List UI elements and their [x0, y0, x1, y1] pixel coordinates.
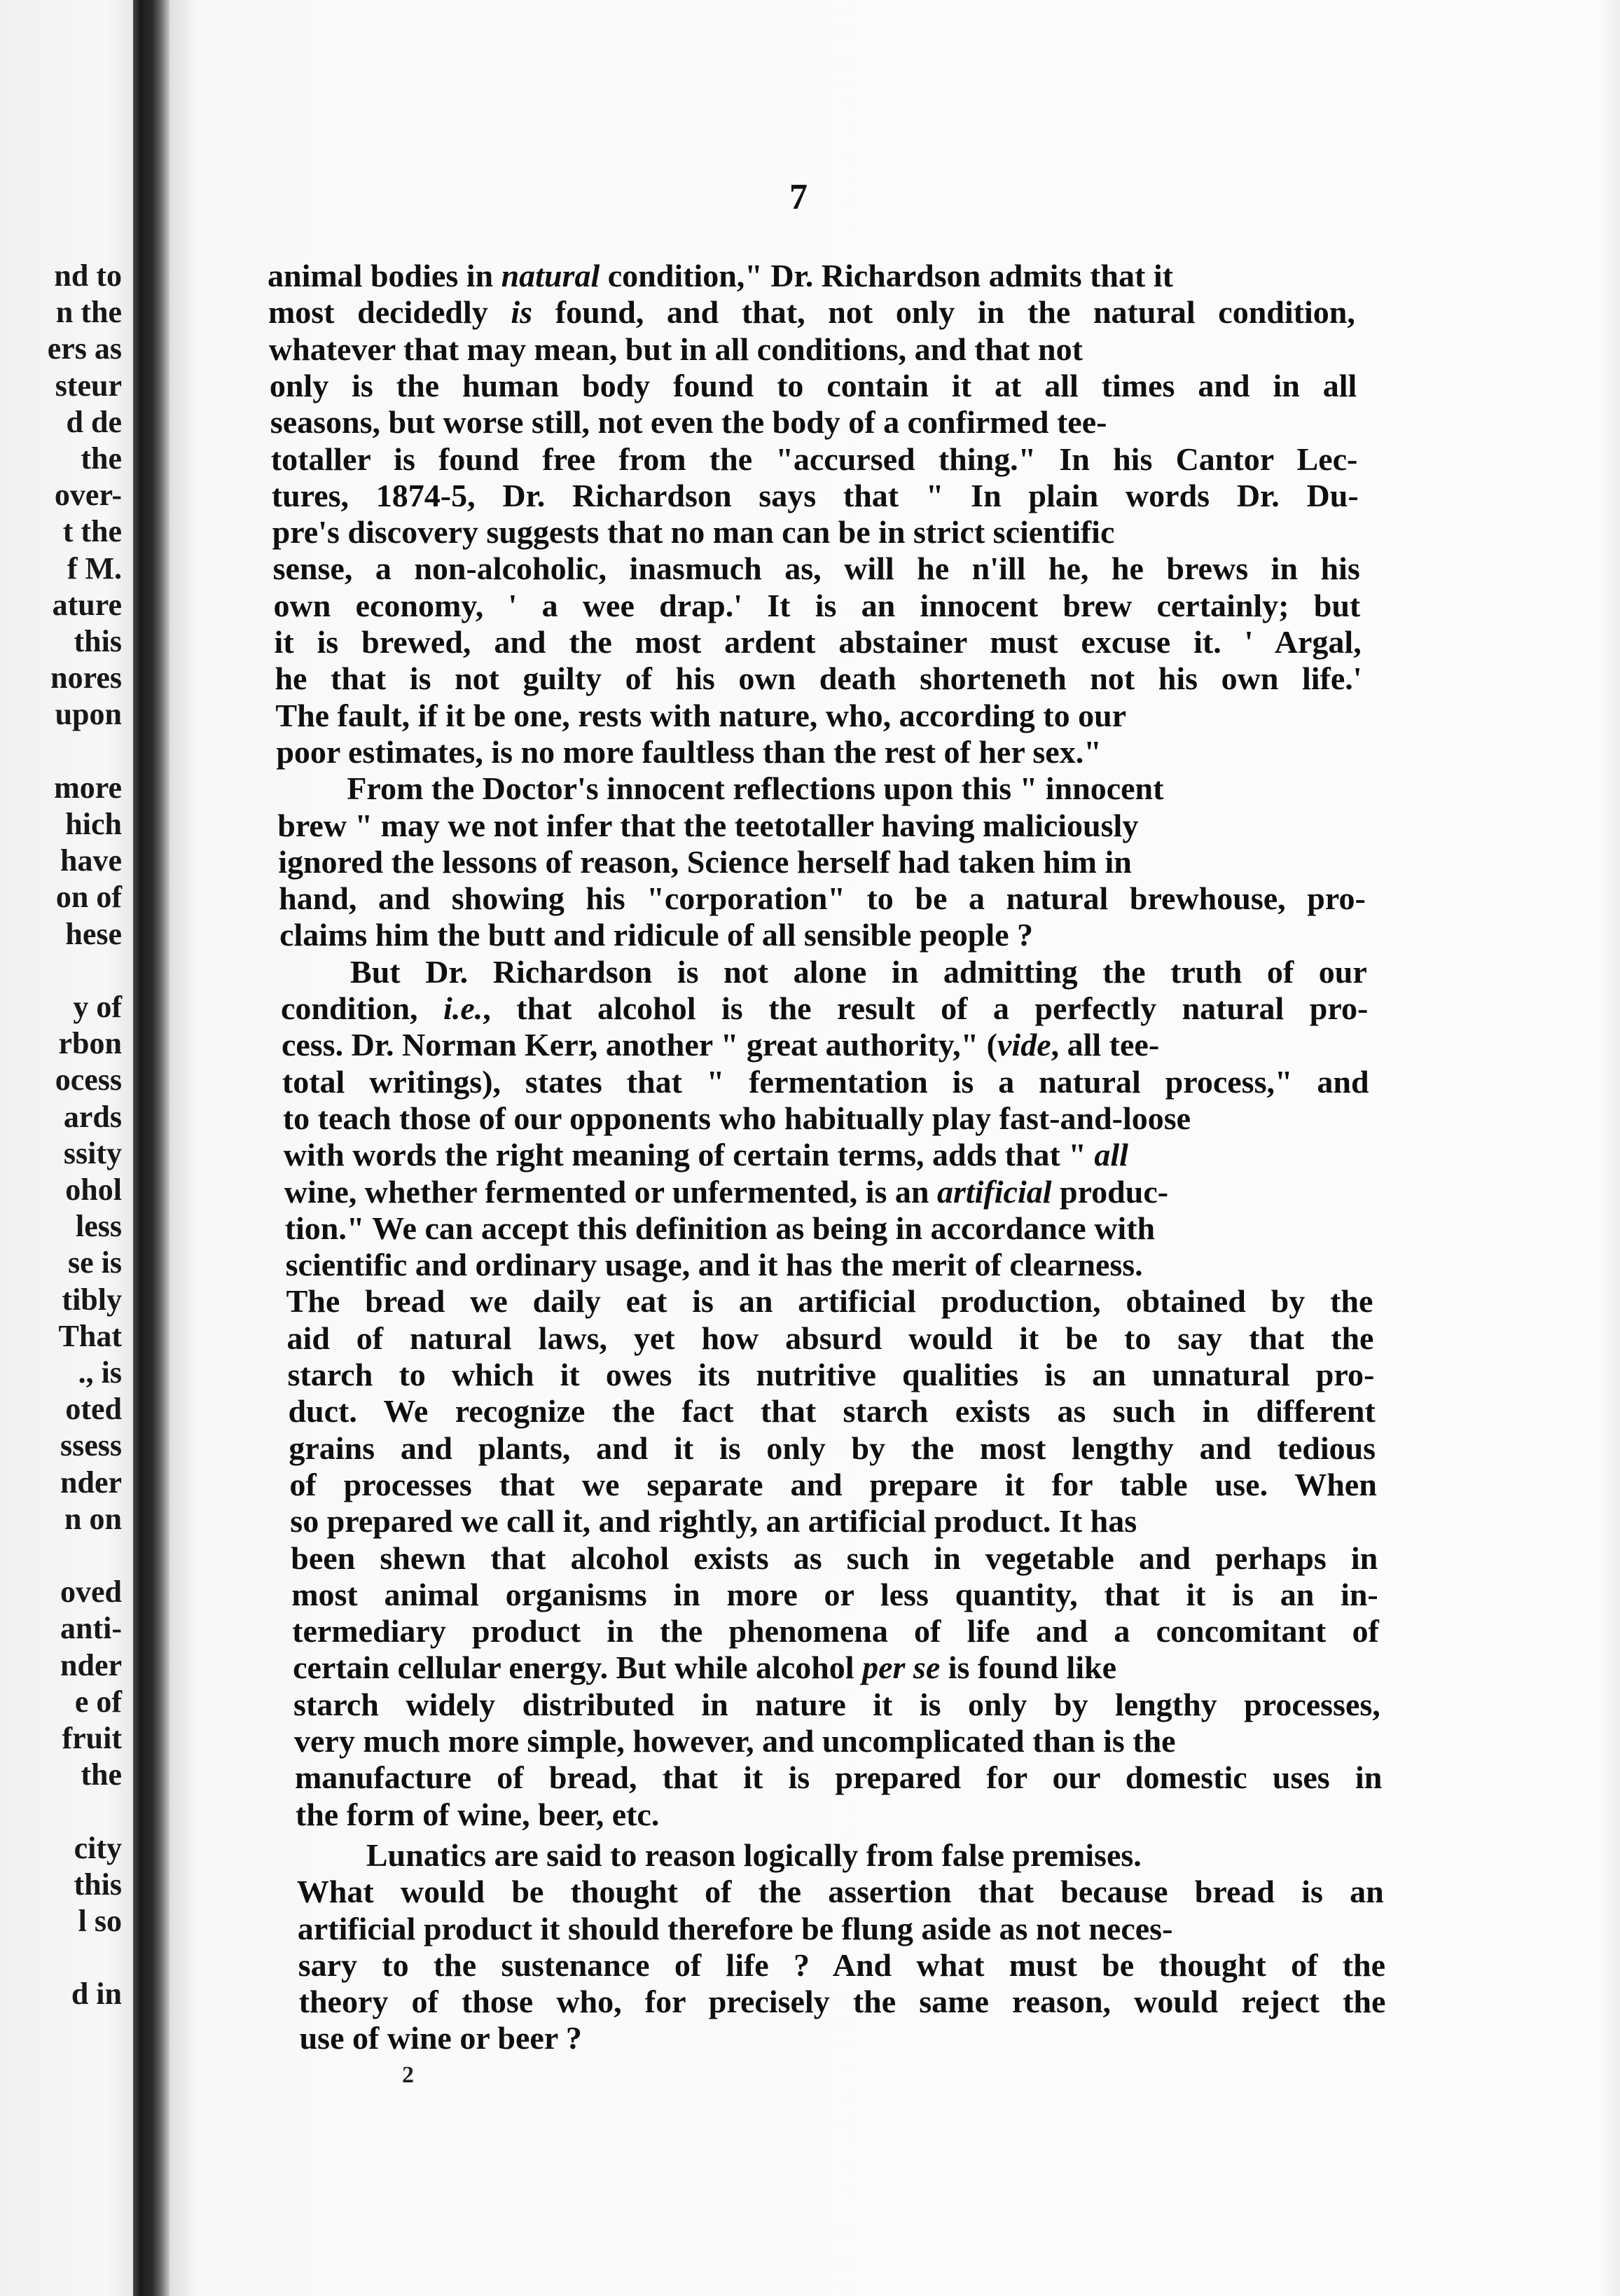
text-run: found, and that, not only in the natural condition,: [532, 294, 1355, 331]
text-run: starch widely distributed in nature it is only by lengthy processes,: [293, 1686, 1380, 1722]
text-line: [300, 2020, 582, 2056]
text-line: [269, 331, 1083, 368]
previous-page-line: d in: [71, 1977, 122, 2012]
text-line: [290, 1503, 1137, 1540]
gutter-shadow: [169, 0, 198, 2296]
text-run: so prepared we call it, and rightly, an artificial product. It has: [290, 1503, 1137, 1540]
text-line: [289, 1467, 1376, 1503]
text-line: [279, 880, 1366, 917]
text-run: What would be thought of the assertion that because bread is an: [296, 1874, 1384, 1910]
previous-page-line: over-: [54, 478, 122, 513]
italic-text-run: natural: [501, 258, 600, 293]
previous-page-line: on of: [55, 880, 122, 915]
previous-page-line: ohol: [65, 1173, 122, 1207]
text-line: [283, 1100, 1191, 1137]
previous-page-line: tibly: [62, 1282, 122, 1317]
text-run: , that alcohol is the result of a perfectly natural pro-: [483, 990, 1369, 1026]
text-run: condition," Dr. Richardson admits that it: [600, 258, 1173, 293]
previous-page-line: ers as: [47, 331, 122, 366]
previous-page-line: ocess: [55, 1063, 122, 1098]
text-run: But Dr. Richardson is not alone in admitting the truth of our: [350, 953, 1367, 990]
previous-page-line: t the: [62, 514, 122, 549]
text-run: of processes that we separate and prepare it for table use. When: [289, 1466, 1377, 1502]
text-line: [275, 661, 1362, 697]
text-run: poor estimates, is no more faultless than the rest of her sex.": [276, 733, 1102, 770]
previous-page-line: d de: [66, 404, 122, 439]
previous-page-line: the: [81, 1757, 122, 1792]
text-line: [273, 551, 1360, 587]
previous-page-line: e of: [74, 1684, 122, 1719]
text-run: condition,: [281, 990, 444, 1026]
text-line: [284, 1137, 1128, 1173]
text-run: scientific and ordinary usage, and it has the merit of clearness.: [285, 1247, 1143, 1283]
previous-page-line: nores: [50, 661, 122, 696]
italic-text-run: is: [511, 294, 533, 331]
text-run: very much more simple, however, and uncomplicated than is the: [294, 1723, 1176, 1759]
text-line: [291, 1577, 1378, 1613]
previous-page-line: n on: [64, 1501, 122, 1536]
text-run: total writings), states that " fermentation is a natural process," and: [282, 1063, 1369, 1100]
text-run: with words the right meaning of certain terms, adds that ": [283, 1137, 1095, 1173]
previous-page-strip: [0, 0, 133, 2296]
text-run: it is brewed, and the most ardent abstainer must excuse it. ' Argal,: [274, 624, 1362, 660]
text-run: duct. We recognize the fact that starch exists as such in different: [288, 1393, 1376, 1430]
previous-page-line: more: [54, 770, 122, 805]
text-line: [295, 1759, 1382, 1796]
text-line: [293, 1687, 1380, 1723]
text-run: starch to which it owes its nutritive qualities is an unnatural pro-: [287, 1357, 1375, 1392]
text-run: seasons, but worse still, not even the body of a confirmed tee-: [270, 404, 1107, 441]
text-line: [271, 441, 1358, 478]
text-line: [275, 624, 1362, 661]
text-line: [282, 1027, 1159, 1063]
previous-page-line: ssess: [60, 1428, 122, 1463]
text-line: [285, 1210, 1155, 1247]
text-run: grains and plants, and it is only by the most lengthy and tedious: [289, 1430, 1376, 1466]
previous-page-line: anti-: [60, 1611, 122, 1646]
previous-page-line: ., is: [78, 1355, 122, 1390]
text-run: manufacture of bread, that it is prepared for our domestic uses in: [294, 1759, 1383, 1796]
previous-page-line: y of: [73, 990, 122, 1024]
page-number: 7: [789, 177, 808, 217]
text-line: [366, 1837, 1142, 1874]
text-line: [268, 258, 1173, 294]
previous-page-line: ature: [52, 587, 122, 622]
text-run: totaller is found free from the "accursed thing." In his Cantor Lec-: [270, 441, 1358, 477]
text-line: [296, 1797, 659, 1833]
text-line: [289, 1430, 1376, 1467]
text-line: [287, 1320, 1374, 1357]
previous-page-line: upon: [55, 697, 122, 732]
previous-page-line: n the: [55, 295, 122, 330]
text-line: [270, 404, 1107, 441]
previous-page-line: nder: [60, 1465, 122, 1500]
previous-page-line: hese: [65, 916, 122, 951]
text-run: cess. Dr. Norman Kerr, another " great authority," (: [281, 1027, 997, 1063]
text-run: hand, and showing his "corporation" to be a natural brewhouse, pro-: [279, 880, 1366, 917]
text-line: [282, 1064, 1369, 1100]
text-run: is found like: [940, 1650, 1117, 1686]
text-line: [298, 1911, 1173, 1947]
previous-page-line: this: [74, 1867, 122, 1902]
text-line: [291, 1540, 1378, 1577]
italic-text-run: vide: [997, 1027, 1051, 1063]
text-run: pre's discovery suggests that no man can be in strict scientific: [272, 514, 1115, 551]
previous-page-line: this: [74, 624, 122, 658]
text-line: [297, 1874, 1384, 1910]
previous-page-line: have: [60, 843, 122, 878]
previous-page-line: oted: [65, 1392, 122, 1427]
text-line: [278, 844, 1132, 880]
text-run: most decidedly: [268, 294, 511, 331]
text-line: [288, 1393, 1375, 1430]
text-line: [299, 1984, 1386, 2020]
italic-text-run: artificial: [936, 1173, 1052, 1210]
previous-page-line: nd to: [54, 258, 122, 293]
previous-page-line: se is: [68, 1245, 122, 1280]
previous-page-line: fruit: [62, 1721, 122, 1755]
text-run: artificial product it should therefore be flung aside as not neces-: [297, 1910, 1173, 1946]
text-line: [292, 1613, 1379, 1650]
italic-text-run: i.e.: [443, 990, 483, 1026]
italic-text-run: all: [1094, 1137, 1128, 1173]
text-line: [279, 917, 1033, 953]
page-right-edge: [1599, 0, 1620, 2296]
text-run: sense, a non-alcoholic, inasmuch as, will he n'ill he, he brews in his: [272, 551, 1360, 587]
text-run: the form of wine, beer, etc.: [295, 1796, 660, 1832]
previous-page-line: hich: [65, 807, 122, 841]
text-run: ignored the lessons of reason, Science herself had taken him in: [278, 843, 1132, 880]
previous-page-line: ssity: [63, 1135, 122, 1170]
text-line: [281, 990, 1368, 1027]
text-run: theory of those who, for precisely the same reason, would reject the: [298, 1984, 1386, 2020]
text-run: , all tee-: [1051, 1027, 1160, 1063]
text-line: [286, 1283, 1373, 1320]
book-binding-gutter: [133, 0, 169, 2296]
previous-page-line: f M.: [67, 551, 122, 586]
text-run: to teach those of our opponents who habitually play fast-and-loose: [282, 1100, 1191, 1136]
previous-page-line: rbon: [58, 1026, 122, 1061]
text-run: whatever that may mean, but in all conditions, and that not: [268, 331, 1083, 367]
previous-page-line: city: [74, 1830, 122, 1865]
text-run: own economy, ' a wee drap.' It is an innocent brew certainly; but: [273, 587, 1361, 623]
text-line: [298, 1947, 1385, 1984]
text-run: Lunatics are said to reason logically from false premises.: [366, 1837, 1142, 1873]
text-line: [294, 1723, 1176, 1759]
text-line: [276, 734, 1101, 770]
text-line: [270, 368, 1357, 404]
text-line: [286, 1247, 1143, 1283]
previous-page-line: steur: [55, 368, 122, 403]
text-run: claims him the butt and ridicule of all sensible people ?: [279, 917, 1034, 953]
previous-page-line: nder: [60, 1647, 122, 1682]
text-line: [277, 808, 1138, 844]
text-run: The bread we daily eat is an artificial production, obtained by the: [286, 1283, 1373, 1320]
text-line: [272, 478, 1359, 514]
previous-page-line: oved: [60, 1575, 122, 1610]
signature-mark: 2: [402, 2062, 414, 2088]
text-line: [293, 1650, 1116, 1686]
text-line: [284, 1174, 1168, 1210]
text-run: produc-: [1051, 1173, 1169, 1210]
previous-page-line: ards: [63, 1099, 122, 1134]
text-line: [274, 588, 1361, 624]
text-line: [350, 954, 1367, 990]
text-run: brew " may we not infer that the teetotaller having maliciously: [277, 807, 1139, 843]
previous-page-line: the: [81, 441, 122, 476]
text-run: use of wine or beer ?: [299, 2020, 582, 2056]
text-line: [288, 1357, 1375, 1393]
text-line: [275, 698, 1126, 734]
previous-page-line: less: [76, 1209, 122, 1244]
text-run: aid of natural laws, yet how absurd would it be to say that the: [286, 1320, 1374, 1356]
text-run: only is the human body found to contain it at all times and in all: [269, 367, 1357, 403]
text-run: sary to the sustenance of life ? And what must be thought of the: [298, 1946, 1385, 1983]
text-run: most animal organisms in more or less quantity, that it is an in-: [291, 1576, 1378, 1612]
text-line: [272, 514, 1115, 551]
text-run: certain cellular energy. But while alcohol: [293, 1650, 863, 1686]
text-line: [268, 294, 1355, 331]
text-run: tures, 1874-5, Dr. Richardson says that " In plain words Dr. Du-: [271, 477, 1359, 513]
text-run: wine, whether fermented or unfermented, is an: [284, 1173, 937, 1210]
text-run: tion." We can accept this definition as being in accordance with: [284, 1210, 1156, 1246]
text-line: [347, 770, 1163, 807]
text-run: termediary product in the phenomena of life and a concomitant of: [292, 1613, 1379, 1650]
previous-page-line: l so: [78, 1904, 122, 1938]
text-run: animal bodies in: [268, 258, 501, 293]
previous-page-line: That: [58, 1318, 122, 1353]
italic-text-run: per se: [862, 1650, 941, 1686]
text-run: From the Doctor's innocent reflections upon this " innocent: [347, 770, 1164, 807]
text-run: he that is not guilty of his own death shorteneth not his own life.': [275, 661, 1362, 697]
text-run: been shewn that alcohol exists as such in vegetable and perhaps in: [291, 1540, 1378, 1576]
text-run: The fault, if it be one, rests with nature, who, according to our: [275, 697, 1127, 733]
